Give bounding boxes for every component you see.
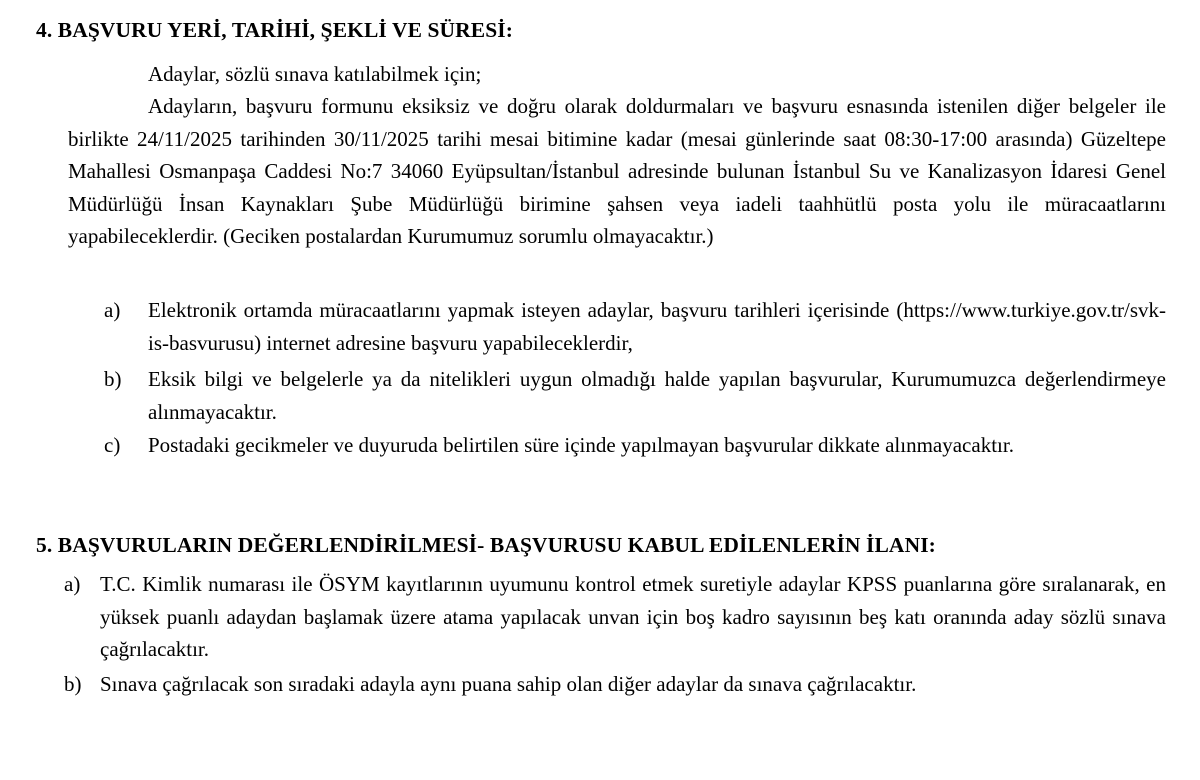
section-5-item-a xyxy=(64,568,1166,666)
list-marker: a) xyxy=(104,298,121,322)
section-4-intro: Adaylar, sözlü sınava katılabilmek için; xyxy=(148,62,482,86)
section-5-item-b xyxy=(64,668,1166,701)
list-marker: c) xyxy=(104,433,121,457)
section-4-heading: 4. BAŞVURU YERİ, TARİHİ, ŞEKLİ VE SÜRESİ: xyxy=(36,18,514,42)
list-item-text: T.C. Kimlik numarası ile ÖSYM kayıtlarının uyumunu kontrol etmek suretiyle adaylar KPSS puanlarına göre sıralanarak, en yüksek puanlı adaydan başlamak üzere atama yapılacak unvan için boş kadro sayısının beş katı oranında aday sözlü sınava çağrılacaktır. xyxy=(100,572,1166,661)
list-item-text: Postadaki gecikmeler ve duyuruda belirtilen süre içinde yapılmayan başvurular dikkate alınmayacaktır. xyxy=(148,433,1014,457)
list-marker: a) xyxy=(64,572,81,596)
list-item-text: Elektronik ortamda müracaatlarını yapmak isteyen adaylar, başvuru tarihleri içerisinde (https://www.turkiye.gov.tr/svk-is-basvurusu) internet adresine başvuru yapabileceklerdir, xyxy=(148,298,1166,355)
section-5-heading: 5. BAŞVURULARIN DEĞERLENDİRİLMESİ- BAŞVURUSU KABUL EDİLENLERİN İLANI: xyxy=(36,533,936,557)
section-4-item-a xyxy=(104,294,1166,359)
section-4-item-b xyxy=(104,363,1166,428)
section-4-item-c xyxy=(104,429,1166,462)
section-4-main-paragraph: Adayların, başvuru formunu eksiksiz ve doğru olarak doldurmaları ve başvuru esnasında istenilen diğer belgeler ile birlikte 24/11/2025 tarihinden 30/11/2025 tarihi mesai bitimine kadar (mesai günlerinde saat 08:30-17:00 arasında) Güzeltepe Mahallesi Osmanpaşa Caddesi No:7 34060 Eyüpsultan/İstanbul adresinde bulunan İstanbul Su ve Kanalizasyon İdaresi Genel Müdürlüğü İnsan Kaynakları Şube Müdürlüğü birimine şahsen veya iadeli taahhütlü posta yolu ile müracaatlarını yapabileceklerdir. (Geciken postalardan Kurumumuz sorumlu olmayacaktır.) xyxy=(68,94,1166,248)
list-item-text: Eksik bilgi ve belgelerle ya da nitelikleri uygun olmadığı halde yapılan başvurular, Kurumumuzca değerlendirmeye alınmayacaktır. xyxy=(148,367,1166,424)
list-marker: b) xyxy=(104,367,122,391)
list-item-text: Sınava çağrılacak son sıradaki adayla aynı puana sahip olan diğer adaylar da sınava çağrılacaktır. xyxy=(100,672,917,696)
list-marker: b) xyxy=(64,672,82,696)
